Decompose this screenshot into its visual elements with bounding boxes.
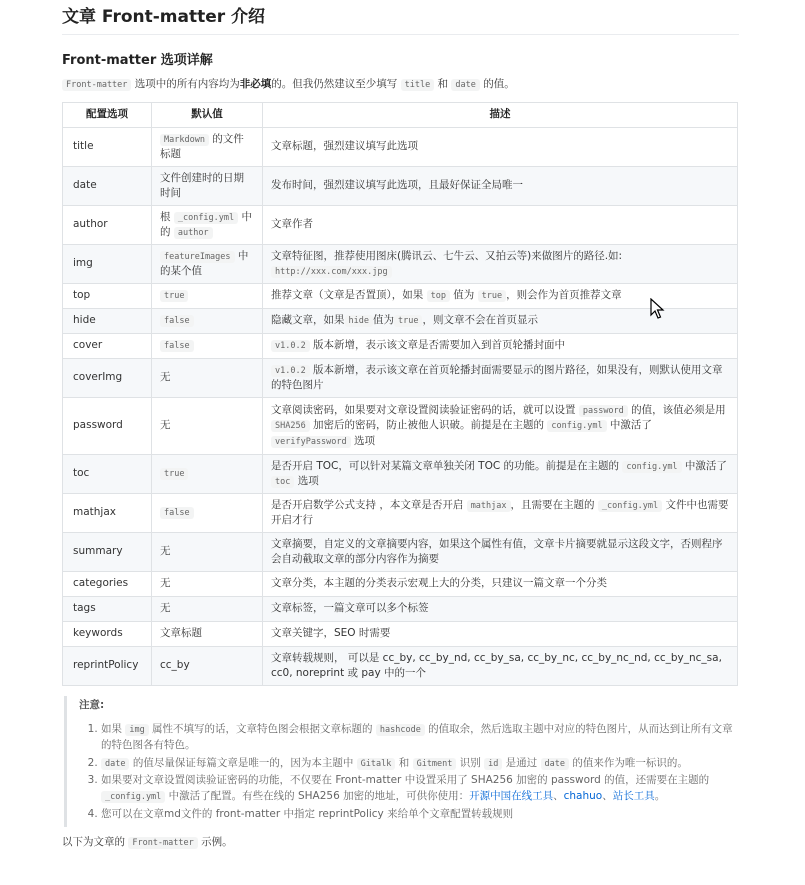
note-list (79, 722, 739, 823)
table-row: password 无 文章阅读密码，如果要对文章设置阅读验证密码的话，就可以设置 password 的值，该值必须是用 SHA256 加密后的密码，防止被他人识破。前提是在主题的 config.yml 中激活了 verifyPassword 选项 (63, 398, 738, 455)
header-option: 配置选项 (63, 103, 152, 128)
table-row: coverImg 无 v1.0.2 版本新增，表示该文章在首页轮播封面需要显示的图片路径，如果没有，则默认使用文章的特色图片 (63, 359, 738, 398)
note-blockquote (64, 696, 739, 826)
header-description: 描述 (263, 103, 738, 128)
inline-code: date (451, 79, 479, 91)
header-default: 默认值 (152, 103, 263, 128)
link-chinaz-tool[interactable]: 站长工具 (612, 790, 655, 802)
note-title: 注意: (79, 699, 105, 712)
intro-paragraph: Front-matter 选项中的所有内容均为非必填的。但我仍然建议至少填写 title 和 date 的值。 (62, 77, 739, 93)
table-row: mathjax false 是否开启数学公式支持 ，本文章是否开启 mathjax ，且需要在主题的 _config.yml 文件中也需要开启才行 (63, 494, 738, 533)
bold-text: 非必填 (239, 77, 272, 90)
options-table (62, 102, 738, 686)
list-item: 2. date 的值尽量保证每篇文章是唯一的，因为本主题中 Gitalk 和 Gitment 识别 id 是通过 date 的值来作为唯一标识的。 (101, 756, 739, 772)
table-row: toc true 是否开启 TOC，可以针对某篇文章单独关闭 TOC 的功能。前提是在主题的 config.yml 中激活了 toc 选项 (63, 455, 738, 494)
link-oschina-tool[interactable]: 开源中国在线工具 (469, 790, 554, 802)
inline-code: Front-matter (62, 79, 131, 91)
table-header-row (63, 103, 738, 128)
table-row: reprintPolicy cc_by 文章转载规则， 可以是 cc_by, cc_by_nd, cc_by_sa, cc_by_nc, cc_by_nc_nd, cc_by_nc_sa, cc0, noreprint 或 pay 中的一个 (63, 647, 738, 686)
table-row: keywords 文章标题 文章关键字，SEO 时需要 (63, 622, 738, 647)
outro-paragraph: 以下为文章的 Front-matter 示例。 (62, 835, 233, 848)
table-row: categories 无 文章分类，本主题的分类表示宏观上大的分类，只建议一篇文章一个分类 (63, 572, 738, 597)
table-row: summary 无 文章摘要，自定义的文章摘要内容，如果这个属性有值，文章卡片摘要就显示这段文字，否则程序会自动截取文章的部分内容作为摘要 (63, 533, 738, 572)
table-row: date 文件创建时的日期时间 发布时间，强烈建议填写此选项，且最好保证全局唯一 (63, 167, 738, 206)
table-row: title Markdown 的文件标题 文章标题，强烈建议填写此选项 (63, 128, 738, 167)
page-title: 文章 Front-matter 介绍 (62, 0, 739, 35)
mouse-cursor-icon (650, 298, 666, 320)
table-row: top true 推荐文章（文章是否置顶），如果 top 值为 true ，则会作为首页推荐文章 (63, 284, 738, 309)
list-item: 4. 您可以在文章md文件的 front-matter 中指定 reprintPolicy 来给单个文章配置转载规则 (101, 807, 739, 823)
list-item: 3. 如果要对文章设置阅读验证密码的功能，不仅要在 Front-matter 中设置采用了 SHA256 加密的 password 的值，还需要在主题的 _config.yml 中激活了配置。有些在线的 SHA256 加密的地址，可供你使用：开源中国在线工具、chahuo、站长工具。 (101, 773, 739, 805)
table-row: hide false 隐藏文章，如果 hide 值为 true ，则文章不会在首页显示 (63, 309, 738, 334)
table-row: img featureImages 中的某个值 文章特征图，推荐使用图床(腾讯云、七牛云、又拍云等)来做图片的路径.如: http://xxx.com/xxx.jpg (63, 245, 738, 284)
table-row: author 根 _config.yml 中的 author 文章作者 (63, 206, 738, 245)
table-row: tags 无 文章标签，一篇文章可以多个标签 (63, 597, 738, 622)
table-row: cover false v1.0.2 版本新增，表示该文章是否需要加入到首页轮播封面中 (63, 334, 738, 359)
link-chahuo[interactable]: chahuo (563, 790, 603, 802)
section-heading: Front-matter 选项详解 (62, 53, 213, 68)
list-item: 1. 如果 img 属性不填写的话，文章特色图会根据文章标题的 hashcode 的值取余，然后选取主题中对应的特色图片，从而达到让所有文章的特色图各有特色。 (101, 722, 739, 754)
inline-code: title (401, 79, 435, 91)
